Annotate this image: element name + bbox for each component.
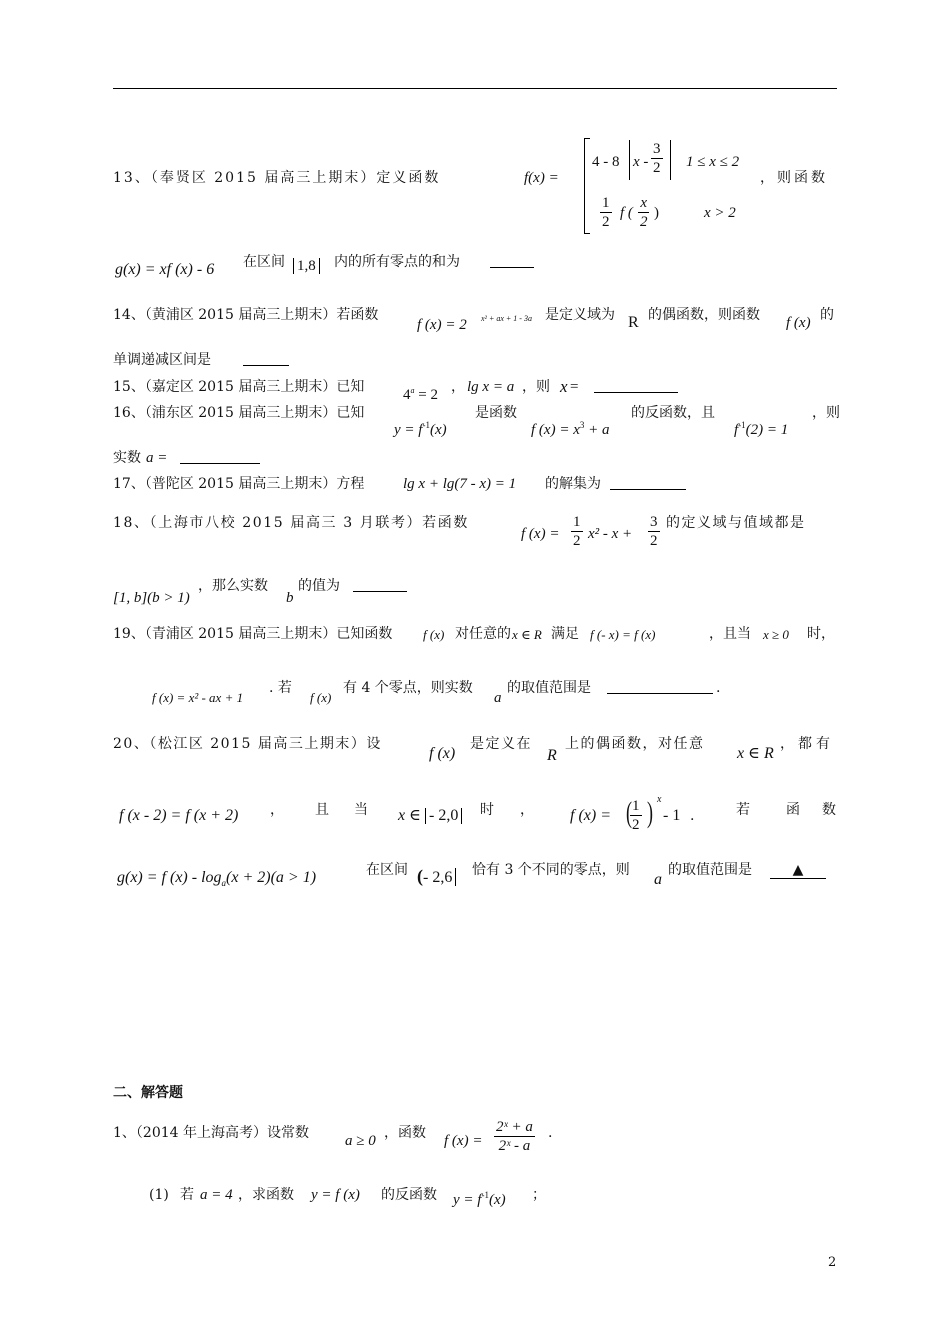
q14-prefix: 14、（黄浦区 2015 届高三上期末）若函数	[113, 307, 379, 323]
a1-frac: $\frac{\text{2ˣ + a}}{\text{2ˣ - a}}$	[496, 1119, 533, 1154]
q18-line2-expr: [1, b](b > 1)	[113, 590, 190, 606]
q19-cond3: x ≥ 0	[763, 627, 789, 642]
q19-line2-fx: f (x)	[310, 690, 332, 705]
a1-sub1-t3: 的反函数	[381, 1187, 437, 1203]
a1-sub1-label: (1)	[149, 1187, 169, 1203]
a1-sub1-end: ；	[532, 1187, 546, 1203]
q20-t3: ，都有	[780, 736, 834, 752]
q14-exponent: x² + ax + 1 - 3a	[481, 314, 532, 323]
q18-frac1: $\frac{1}{2}$	[573, 514, 581, 549]
q19-line2-end: .	[716, 680, 721, 696]
q20-paren-left: (	[626, 796, 632, 829]
q20-paren-right: )	[647, 796, 653, 829]
q15-expr2: lg x = a	[467, 379, 515, 395]
a1-sub1-t2: ，求函数	[238, 1187, 294, 1203]
q18-lhs: f (x) =	[521, 526, 560, 542]
q20-line2-t5: ，	[520, 802, 534, 818]
q20-line2-t1: ，	[270, 802, 284, 818]
q13-case2-frac: $\frac{1}{2}$	[602, 195, 610, 230]
a1-end: .	[548, 1125, 553, 1141]
q19-t2: 满足	[551, 626, 579, 642]
q13-prefix: 13、（奉贤区 2015 届高三上期末）定义函数	[113, 170, 441, 186]
q19-t3: ，且当	[709, 626, 751, 642]
q19-line2-var: a	[494, 690, 502, 706]
q18-frac2: $\frac{3}{2}$	[650, 514, 658, 549]
q18-prefix: 18、（上海市八校 2015 届高三 3 月联考）若函数	[113, 515, 469, 531]
q20-line3-t2: 恰有 3 个不同的零点，则	[472, 862, 630, 878]
q20-t1: 是定义在	[470, 736, 532, 752]
q20-line2-interval: - 2,0	[425, 808, 462, 824]
q18-suffix: 的定义域与值域都是	[666, 515, 806, 531]
q13-line2-expr: g(x) = xf (x) - 6	[115, 261, 215, 278]
q20-line2-t8: 数	[822, 802, 836, 818]
q16-end: ，则	[812, 405, 840, 421]
q16-expr1: $y = f^{-1}(x)$	[394, 420, 447, 438]
q13-answer-blank[interactable]	[490, 254, 534, 268]
a1-cond: a ≥ 0	[345, 1133, 376, 1149]
q13-line2-text2: 内的所有零点的和为	[334, 254, 460, 270]
q18-answer-blank[interactable]	[353, 578, 407, 592]
header-rule	[113, 88, 837, 89]
q13-abs-right	[670, 140, 671, 180]
q14-mid2: 的偶函数，则函数	[648, 307, 760, 323]
q19-fx: f (x)	[423, 627, 445, 642]
q19-t1: 对任意的	[455, 626, 511, 642]
q20-line2-rest: - 1	[663, 807, 681, 824]
q20-line3-expr: g(x) = f $(x) - \log_a(x + 2)(a > 1)$	[117, 869, 317, 889]
q15-comma: ，	[451, 379, 465, 395]
q20-fx: f (x)	[429, 745, 456, 762]
q14-line2: 单调递减区间是	[113, 352, 211, 368]
q13-case2-close: )	[654, 205, 659, 221]
q20-line3-interval: (- 2,6	[417, 868, 456, 886]
q19-cond2: f (- x) = f (x)	[590, 627, 656, 642]
q16-expr2: f $(x) = x^3 + a$	[531, 420, 610, 438]
q20-prefix: 20、（松江区 2015 届高三上期末）设	[113, 736, 382, 752]
q19-answer-blank[interactable]	[607, 680, 713, 694]
q14-domain: R	[628, 314, 639, 331]
q19-line2-expr: f (x) = x² - ax + 1	[152, 690, 244, 705]
q20-line2-exp: x	[657, 794, 662, 805]
q16-line2: 实数	[113, 450, 141, 466]
a1-sub1-expr1: y = f (x)	[311, 1187, 360, 1203]
q13-case2-f: f (	[620, 205, 633, 221]
q16-prefix: 16、（浦东区 2015 届高三上期末）已知	[113, 405, 365, 421]
q17-prefix: 17、（普陀区 2015 届高三上期末）方程	[113, 476, 365, 492]
q15-var: x	[560, 377, 568, 396]
q13-case2-cond: x > 2	[704, 205, 736, 221]
q19-t4: 时，	[807, 626, 835, 642]
q18-mid-expr: x² - x +	[588, 526, 633, 542]
q20-line3-t1: 在区间	[366, 862, 408, 878]
q20-line2-fx: f (x) =	[570, 807, 611, 824]
q20-line2-t2: 且	[315, 802, 329, 818]
q14-expr: f (x) = 2	[417, 317, 467, 333]
section-title: 二、解答题	[113, 1085, 183, 1101]
q13-line2-interval: 1,8	[293, 258, 320, 274]
a1-prefix: 1、（2014 年上海高考）设常数	[113, 1125, 309, 1141]
q20-line3-t3: 的取值范围是	[668, 862, 752, 878]
q17-suffix: 的解集为	[545, 476, 601, 492]
q14-mid: 是定义域为	[545, 307, 615, 323]
q15-prefix: 15、（嘉定区 2015 届高三上期末）已知	[113, 379, 365, 395]
q20-line2-dot: .	[690, 808, 695, 824]
q13-brace	[584, 138, 590, 234]
q13-case1-abs: x -	[633, 154, 649, 170]
q13-case1-frac: $\frac{3}{2}$	[653, 141, 661, 176]
q20-t2: 上的偶函数，对任意	[565, 736, 705, 752]
a1-sub1-t1: 若	[180, 1187, 194, 1203]
q19-line2-t2: 有 4 个零点，则实数	[343, 680, 473, 696]
q19-line2-t1: . 若	[269, 680, 292, 696]
q18-line2-end: 的值为	[298, 578, 340, 594]
q13-case1-cond: 1 ≤ x ≤ 2	[686, 154, 740, 170]
q19-prefix: 19、（青浦区 2015 届高三上期末）已知函数	[113, 626, 393, 642]
q13-case2-inner-frac: $\frac{x}{2}$	[640, 195, 648, 230]
q20-line2-frac: $\frac{1}{2}$	[632, 798, 640, 833]
q19-cond1: x ∈ R	[512, 627, 542, 642]
q20-cond: x ∈ R	[737, 745, 774, 762]
q13-suffix: ，则函数	[760, 170, 828, 186]
q19-line2-t3: 的取值范围是	[507, 680, 591, 696]
a1-t1: ，函数	[384, 1125, 426, 1141]
q16-expr3: $f^{-1}(2) = 1$	[734, 420, 789, 438]
a1-lhs: f (x) =	[444, 1133, 483, 1149]
q14-answer-blank[interactable]	[243, 352, 289, 366]
q20-line2-t3: 当	[354, 802, 368, 818]
q13-lhs: f(x) =	[524, 170, 559, 186]
q14-fx: f (x)	[786, 315, 811, 331]
q18-line2-text: ，那么实数	[198, 578, 268, 594]
a1-sub1-expr2: $y = f^{-1}(x)$	[453, 1190, 506, 1208]
q16-mid2: 的反函数，且	[631, 405, 715, 421]
q20-line2-expr: f (x - 2) = f (x + 2)	[119, 807, 239, 824]
q17-answer-blank[interactable]	[610, 476, 686, 490]
q16-mid: 是函数	[475, 405, 517, 421]
q15-expr1: $4^a = 2$	[403, 386, 438, 403]
q14-end: 的	[820, 307, 834, 323]
q13-abs-left	[629, 140, 630, 180]
q13-line2-text1: 在区间	[243, 254, 285, 270]
q16-line2-var: a =	[146, 450, 168, 466]
q20-R: R	[547, 747, 557, 764]
q18-line2-var: b	[286, 590, 294, 606]
q13-case1-expr: 4 - 8	[592, 154, 620, 170]
q20-line2-t7: 函	[786, 802, 800, 818]
q20-line2-t6: 若	[736, 802, 750, 818]
q15-mid: ，则	[522, 379, 550, 395]
q20-line2-interval-lhs: x ∈	[398, 807, 421, 824]
q15-answer-blank[interactable]	[594, 379, 678, 393]
q15-eq: =	[570, 379, 579, 395]
q20-line2-t4: 时	[480, 802, 494, 818]
q20-line3-var: a	[654, 871, 662, 888]
q20-answer-marker[interactable]: ▲	[770, 862, 826, 879]
a1-sub1-cond: a = 4	[200, 1187, 233, 1203]
q17-expr: lg x + lg(7 - x) = 1	[403, 476, 517, 492]
page-number: 2	[828, 1255, 837, 1270]
q16-answer-blank[interactable]	[180, 450, 260, 464]
